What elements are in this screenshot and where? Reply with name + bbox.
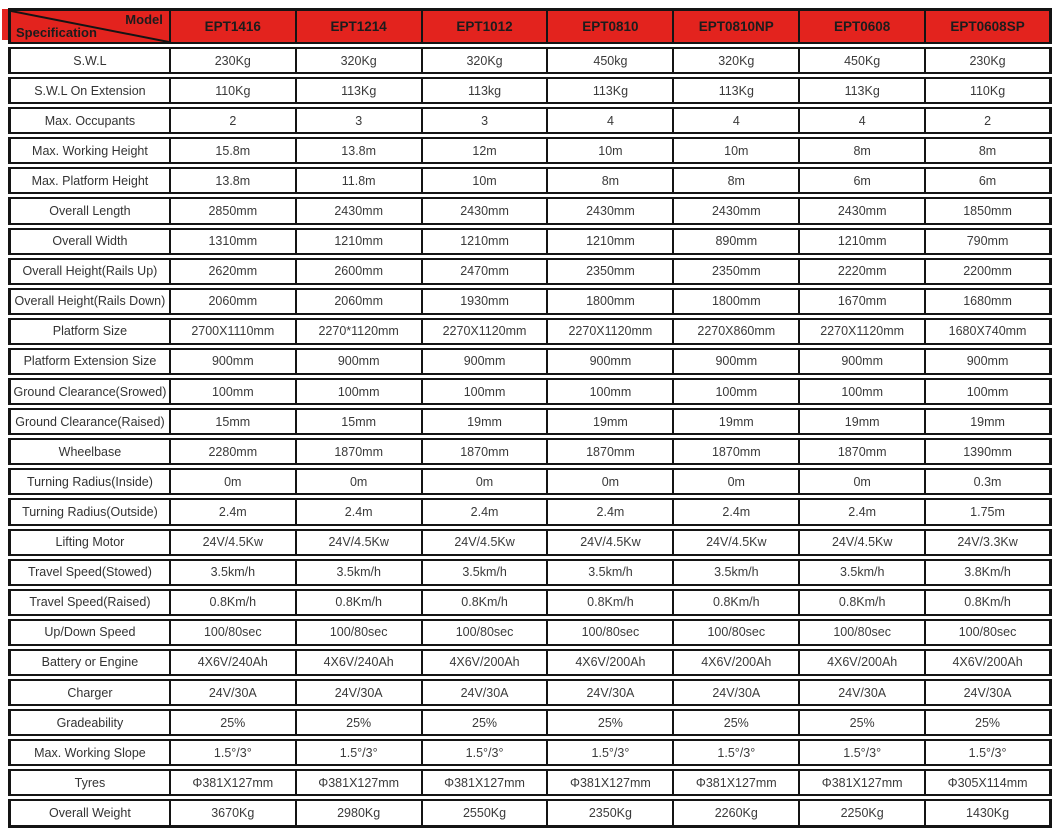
spec-label-cell: Max. Working Height bbox=[8, 137, 171, 164]
spec-value-cell: 6m bbox=[926, 167, 1052, 194]
spec-value-cell: 2620mm bbox=[171, 258, 297, 285]
spec-value-cell: 24V/4.5Kw bbox=[674, 529, 800, 556]
spec-value-cell: 100/80sec bbox=[926, 619, 1052, 646]
spec-value-cell: 230Kg bbox=[926, 47, 1052, 74]
spec-value-cell: 8m bbox=[548, 167, 674, 194]
model-column-header: EPT0810NP bbox=[674, 8, 800, 44]
spec-value-cell: 24V/30A bbox=[674, 679, 800, 706]
spec-value-cell: Φ381X127mm bbox=[548, 769, 674, 796]
model-header-row bbox=[8, 8, 1052, 44]
spec-label-cell: Wheelbase bbox=[8, 438, 171, 465]
model-column-header: EPT0608SP bbox=[926, 8, 1052, 44]
spec-value-cell: 24V/3.3Kw bbox=[926, 529, 1052, 556]
spec-value-cell: 1670mm bbox=[800, 288, 926, 315]
spec-value-cell: 2270X1120mm bbox=[548, 318, 674, 345]
spec-value-cell: 3.8Km/h bbox=[926, 559, 1052, 586]
spec-row bbox=[8, 47, 1052, 74]
spec-label-cell: S.W.L bbox=[8, 47, 171, 74]
spec-value-cell: 25% bbox=[297, 709, 423, 736]
spec-value-cell: 100mm bbox=[674, 378, 800, 405]
spec-label-cell: Battery or Engine bbox=[8, 649, 171, 676]
spec-row bbox=[8, 408, 1052, 435]
spec-value-cell: 100/80sec bbox=[548, 619, 674, 646]
spec-value-cell: 230Kg bbox=[171, 47, 297, 74]
spec-value-cell: 12m bbox=[423, 137, 549, 164]
spec-value-cell: 15.8m bbox=[171, 137, 297, 164]
spec-value-cell: 4 bbox=[548, 107, 674, 134]
spec-value-cell: 900mm bbox=[926, 348, 1052, 375]
spec-value-cell: 24V/30A bbox=[800, 679, 926, 706]
spec-value-cell: 2270X860mm bbox=[674, 318, 800, 345]
spec-value-cell: 24V/4.5Kw bbox=[548, 529, 674, 556]
spec-value-cell: 1.5°/3° bbox=[548, 739, 674, 766]
spec-value-cell: 2280mm bbox=[171, 438, 297, 465]
spec-value-cell: 3.5km/h bbox=[171, 559, 297, 586]
spec-value-cell: 0.8Km/h bbox=[548, 589, 674, 616]
spec-value-cell: 2060mm bbox=[171, 288, 297, 315]
spec-label-cell: Travel Speed(Raised) bbox=[8, 589, 171, 616]
spec-value-cell: 2.4m bbox=[800, 498, 926, 525]
spec-value-cell: 900mm bbox=[171, 348, 297, 375]
spec-value-cell: 1210mm bbox=[423, 228, 549, 255]
spec-row bbox=[8, 288, 1052, 315]
spec-value-cell: 100mm bbox=[423, 378, 549, 405]
spec-label-cell: Overall Width bbox=[8, 228, 171, 255]
spec-value-cell: 2 bbox=[171, 107, 297, 134]
corner-model-label: Model bbox=[125, 12, 163, 27]
spec-value-cell: 1.5°/3° bbox=[171, 739, 297, 766]
model-column-header: EPT1214 bbox=[297, 8, 423, 44]
spec-value-cell: 4X6V/240Ah bbox=[171, 649, 297, 676]
spec-label-cell: Turning Radius(Outside) bbox=[8, 498, 171, 525]
spec-value-cell: 2270X1120mm bbox=[800, 318, 926, 345]
spec-value-cell: 3 bbox=[423, 107, 549, 134]
spec-value-cell: 2600mm bbox=[297, 258, 423, 285]
spec-value-cell: 900mm bbox=[800, 348, 926, 375]
spec-value-cell: 1800mm bbox=[674, 288, 800, 315]
spec-value-cell: Φ381X127mm bbox=[800, 769, 926, 796]
spec-row bbox=[8, 589, 1052, 616]
spec-label-cell: Ground Clearance(Raised) bbox=[8, 408, 171, 435]
spec-value-cell: 2550Kg bbox=[423, 799, 549, 828]
spec-value-cell: 1210mm bbox=[800, 228, 926, 255]
spec-value-cell: Φ381X127mm bbox=[171, 769, 297, 796]
spec-row bbox=[8, 468, 1052, 495]
corner-specification-label: Specification bbox=[16, 25, 97, 40]
spec-value-cell: 113kg bbox=[423, 77, 549, 104]
spec-value-cell: 1800mm bbox=[548, 288, 674, 315]
spec-value-cell: 0m bbox=[423, 468, 549, 495]
spec-value-cell: 2430mm bbox=[674, 197, 800, 224]
spec-value-cell: 24V/4.5Kw bbox=[423, 529, 549, 556]
spec-label-cell: Gradeability bbox=[8, 709, 171, 736]
spec-value-cell: 2470mm bbox=[423, 258, 549, 285]
spec-value-cell: 24V/30A bbox=[548, 679, 674, 706]
spec-label-cell: Platform Size bbox=[8, 318, 171, 345]
spec-row bbox=[8, 197, 1052, 224]
spec-value-cell: 25% bbox=[674, 709, 800, 736]
spec-row bbox=[8, 77, 1052, 104]
spec-row bbox=[8, 107, 1052, 134]
spec-value-cell: 100mm bbox=[297, 378, 423, 405]
spec-value-cell: Φ381X127mm bbox=[674, 769, 800, 796]
spec-value-cell: Φ381X127mm bbox=[297, 769, 423, 796]
spec-value-cell: 2850mm bbox=[171, 197, 297, 224]
spec-value-cell: 25% bbox=[926, 709, 1052, 736]
spec-value-cell: 2200mm bbox=[926, 258, 1052, 285]
spec-value-cell: 1680mm bbox=[926, 288, 1052, 315]
spec-row bbox=[8, 137, 1052, 164]
spec-value-cell: 2430mm bbox=[800, 197, 926, 224]
spec-value-cell: 13.8m bbox=[171, 167, 297, 194]
spec-label-cell: Turning Radius(Inside) bbox=[8, 468, 171, 495]
spec-label-cell: Charger bbox=[8, 679, 171, 706]
spec-row bbox=[8, 228, 1052, 255]
corner-cell bbox=[8, 8, 171, 44]
spec-value-cell: 0.8Km/h bbox=[297, 589, 423, 616]
spec-row bbox=[8, 679, 1052, 706]
spec-label-cell: Tyres bbox=[8, 769, 171, 796]
spec-row bbox=[8, 799, 1052, 828]
spec-value-cell: 8m bbox=[800, 137, 926, 164]
spec-value-cell: 4X6V/200Ah bbox=[674, 649, 800, 676]
spec-value-cell: 320Kg bbox=[297, 47, 423, 74]
spec-value-cell: 0.3m bbox=[926, 468, 1052, 495]
spec-value-cell: Φ381X127mm bbox=[423, 769, 549, 796]
spec-value-cell: 25% bbox=[548, 709, 674, 736]
spec-value-cell: 3.5km/h bbox=[297, 559, 423, 586]
spec-value-cell: 15mm bbox=[171, 408, 297, 435]
spec-value-cell: 100mm bbox=[171, 378, 297, 405]
spec-row bbox=[8, 619, 1052, 646]
spec-value-cell: 0m bbox=[674, 468, 800, 495]
spec-row bbox=[8, 709, 1052, 736]
spec-value-cell: 2270X1120mm bbox=[423, 318, 549, 345]
spec-value-cell: 0.8Km/h bbox=[423, 589, 549, 616]
spec-value-cell: 8m bbox=[926, 137, 1052, 164]
spec-value-cell: 24V/4.5Kw bbox=[171, 529, 297, 556]
spec-value-cell: 320Kg bbox=[423, 47, 549, 74]
spec-label-cell: Overall Length bbox=[8, 197, 171, 224]
spec-value-cell: 100/80sec bbox=[800, 619, 926, 646]
spec-row bbox=[8, 559, 1052, 586]
spec-value-cell: 2 bbox=[926, 107, 1052, 134]
spec-value-cell: 24V/4.5Kw bbox=[297, 529, 423, 556]
spec-value-cell: 4X6V/200Ah bbox=[800, 649, 926, 676]
spec-value-cell: 2.4m bbox=[423, 498, 549, 525]
spec-value-cell: 11.8m bbox=[297, 167, 423, 194]
spec-value-cell: 1.75m bbox=[926, 498, 1052, 525]
spec-value-cell: 8m bbox=[674, 167, 800, 194]
spec-value-cell: 10m bbox=[548, 137, 674, 164]
spec-value-cell: 100mm bbox=[548, 378, 674, 405]
spec-value-cell: 2260Kg bbox=[674, 799, 800, 828]
spec-label-cell: Platform Extension Size bbox=[8, 348, 171, 375]
spec-value-cell: 0.8Km/h bbox=[171, 589, 297, 616]
spec-value-cell: 4X6V/200Ah bbox=[423, 649, 549, 676]
spec-value-cell: 3.5km/h bbox=[423, 559, 549, 586]
spec-value-cell: 110Kg bbox=[171, 77, 297, 104]
spec-value-cell: 0m bbox=[800, 468, 926, 495]
spec-value-cell: 1.5°/3° bbox=[800, 739, 926, 766]
spec-value-cell: 24V/30A bbox=[423, 679, 549, 706]
spec-value-cell: 900mm bbox=[674, 348, 800, 375]
spec-value-cell: 1.5°/3° bbox=[674, 739, 800, 766]
spec-value-cell: 110Kg bbox=[926, 77, 1052, 104]
spec-label-cell: Max. Working Slope bbox=[8, 739, 171, 766]
spec-label-cell: Overall Weight bbox=[8, 799, 171, 828]
spec-value-cell: 2.4m bbox=[548, 498, 674, 525]
spec-value-cell: 790mm bbox=[926, 228, 1052, 255]
spec-value-cell: 100/80sec bbox=[423, 619, 549, 646]
spec-label-cell: Up/Down Speed bbox=[8, 619, 171, 646]
spec-value-cell: 3.5km/h bbox=[674, 559, 800, 586]
specification-table bbox=[8, 5, 1052, 831]
spec-label-cell: S.W.L On Extension bbox=[8, 77, 171, 104]
spec-table-body bbox=[8, 47, 1052, 828]
spec-row bbox=[8, 258, 1052, 285]
spec-value-cell: 1870mm bbox=[548, 438, 674, 465]
spec-value-cell: 4X6V/240Ah bbox=[297, 649, 423, 676]
spec-value-cell: 0m bbox=[171, 468, 297, 495]
spec-value-cell: 2700X1110mm bbox=[171, 318, 297, 345]
spec-value-cell: 4X6V/200Ah bbox=[548, 649, 674, 676]
spec-value-cell: 19mm bbox=[423, 408, 549, 435]
model-column-header: EPT0608 bbox=[800, 8, 926, 44]
spec-value-cell: 100/80sec bbox=[674, 619, 800, 646]
spec-value-cell: 2430mm bbox=[548, 197, 674, 224]
spec-value-cell: 1.5°/3° bbox=[297, 739, 423, 766]
spec-value-cell: 0.8Km/h bbox=[800, 589, 926, 616]
spec-value-cell: 1930mm bbox=[423, 288, 549, 315]
spec-row bbox=[8, 498, 1052, 525]
spec-value-cell: 1210mm bbox=[548, 228, 674, 255]
spec-row bbox=[8, 529, 1052, 556]
spec-value-cell: 100mm bbox=[800, 378, 926, 405]
spec-value-cell: 19mm bbox=[926, 408, 1052, 435]
spec-value-cell: 13.8m bbox=[297, 137, 423, 164]
spec-value-cell: 0.8Km/h bbox=[674, 589, 800, 616]
spec-value-cell: 1.5°/3° bbox=[423, 739, 549, 766]
spec-value-cell: 2430mm bbox=[297, 197, 423, 224]
spec-value-cell: 24V/30A bbox=[171, 679, 297, 706]
spec-value-cell: 900mm bbox=[548, 348, 674, 375]
spec-value-cell: 25% bbox=[171, 709, 297, 736]
spec-label-cell: Lifting Motor bbox=[8, 529, 171, 556]
spec-value-cell: 25% bbox=[800, 709, 926, 736]
spec-value-cell: 24V/4.5Kw bbox=[800, 529, 926, 556]
spec-value-cell: 2060mm bbox=[297, 288, 423, 315]
spec-value-cell: 19mm bbox=[548, 408, 674, 435]
spec-value-cell: 4 bbox=[674, 107, 800, 134]
spec-value-cell: 1430Kg bbox=[926, 799, 1052, 828]
spec-row bbox=[8, 348, 1052, 375]
spec-value-cell: 2350mm bbox=[674, 258, 800, 285]
spec-label-cell: Overall Height(Rails Up) bbox=[8, 258, 171, 285]
spec-value-cell: 1390mm bbox=[926, 438, 1052, 465]
spec-value-cell: 2.4m bbox=[171, 498, 297, 525]
spec-value-cell: 1850mm bbox=[926, 197, 1052, 224]
spec-value-cell: 10m bbox=[674, 137, 800, 164]
spec-value-cell: 19mm bbox=[800, 408, 926, 435]
spec-value-cell: 2980Kg bbox=[297, 799, 423, 828]
spec-value-cell: 25% bbox=[423, 709, 549, 736]
spec-label-cell: Ground Clearance(Srowed) bbox=[8, 378, 171, 405]
spec-value-cell: 15mm bbox=[297, 408, 423, 435]
spec-value-cell: 100/80sec bbox=[297, 619, 423, 646]
spec-label-cell: Max. Platform Height bbox=[8, 167, 171, 194]
spec-value-cell: 10m bbox=[423, 167, 549, 194]
spec-value-cell: 2.4m bbox=[297, 498, 423, 525]
spec-value-cell: 1870mm bbox=[800, 438, 926, 465]
spec-value-cell: 113Kg bbox=[800, 77, 926, 104]
model-column-header: EPT1416 bbox=[171, 8, 297, 44]
spec-value-cell: 19mm bbox=[674, 408, 800, 435]
spec-value-cell: 1210mm bbox=[297, 228, 423, 255]
spec-value-cell: 450kg bbox=[548, 47, 674, 74]
spec-row bbox=[8, 739, 1052, 766]
spec-row bbox=[8, 769, 1052, 796]
spec-value-cell: 100mm bbox=[926, 378, 1052, 405]
spec-value-cell: 100/80sec bbox=[171, 619, 297, 646]
spec-value-cell: 24V/30A bbox=[297, 679, 423, 706]
spec-value-cell: 450Kg bbox=[800, 47, 926, 74]
spec-value-cell: 0m bbox=[297, 468, 423, 495]
spec-row bbox=[8, 167, 1052, 194]
spec-value-cell: 24V/30A bbox=[926, 679, 1052, 706]
spec-value-cell: 1.5°/3° bbox=[926, 739, 1052, 766]
spec-value-cell: 1870mm bbox=[674, 438, 800, 465]
spec-row bbox=[8, 378, 1052, 405]
spec-value-cell: 1870mm bbox=[297, 438, 423, 465]
spec-value-cell: 113Kg bbox=[548, 77, 674, 104]
spec-label-cell: Travel Speed(Stowed) bbox=[8, 559, 171, 586]
spec-value-cell: 3670Kg bbox=[171, 799, 297, 828]
model-column-header: EPT0810 bbox=[548, 8, 674, 44]
spec-value-cell: 6m bbox=[800, 167, 926, 194]
spec-value-cell: Φ305X114mm bbox=[926, 769, 1052, 796]
spec-value-cell: 900mm bbox=[297, 348, 423, 375]
spec-row bbox=[8, 649, 1052, 676]
spec-value-cell: 2250Kg bbox=[800, 799, 926, 828]
spec-value-cell: 113Kg bbox=[674, 77, 800, 104]
spec-value-cell: 1870mm bbox=[423, 438, 549, 465]
spec-value-cell: 3.5km/h bbox=[548, 559, 674, 586]
model-column-header: EPT1012 bbox=[423, 8, 549, 44]
spec-value-cell: 2430mm bbox=[423, 197, 549, 224]
spec-value-cell: 320Kg bbox=[674, 47, 800, 74]
spec-value-cell: 3 bbox=[297, 107, 423, 134]
spec-value-cell: 1310mm bbox=[171, 228, 297, 255]
spec-value-cell: 2.4m bbox=[674, 498, 800, 525]
spec-value-cell: 900mm bbox=[423, 348, 549, 375]
spec-value-cell: 2350Kg bbox=[548, 799, 674, 828]
spec-value-cell: 2350mm bbox=[548, 258, 674, 285]
spec-row bbox=[8, 318, 1052, 345]
spec-row bbox=[8, 438, 1052, 465]
spec-value-cell: 1680X740mm bbox=[926, 318, 1052, 345]
spec-value-cell: 4 bbox=[800, 107, 926, 134]
spec-value-cell: 2220mm bbox=[800, 258, 926, 285]
spec-value-cell: 0m bbox=[548, 468, 674, 495]
spec-value-cell: 2270*1120mm bbox=[297, 318, 423, 345]
spec-value-cell: 3.5km/h bbox=[800, 559, 926, 586]
spec-label-cell: Max. Occupants bbox=[8, 107, 171, 134]
spec-label-cell: Overall Height(Rails Down) bbox=[8, 288, 171, 315]
spec-value-cell: 113Kg bbox=[297, 77, 423, 104]
spec-value-cell: 890mm bbox=[674, 228, 800, 255]
spec-value-cell: 0.8Km/h bbox=[926, 589, 1052, 616]
spec-value-cell: 4X6V/200Ah bbox=[926, 649, 1052, 676]
